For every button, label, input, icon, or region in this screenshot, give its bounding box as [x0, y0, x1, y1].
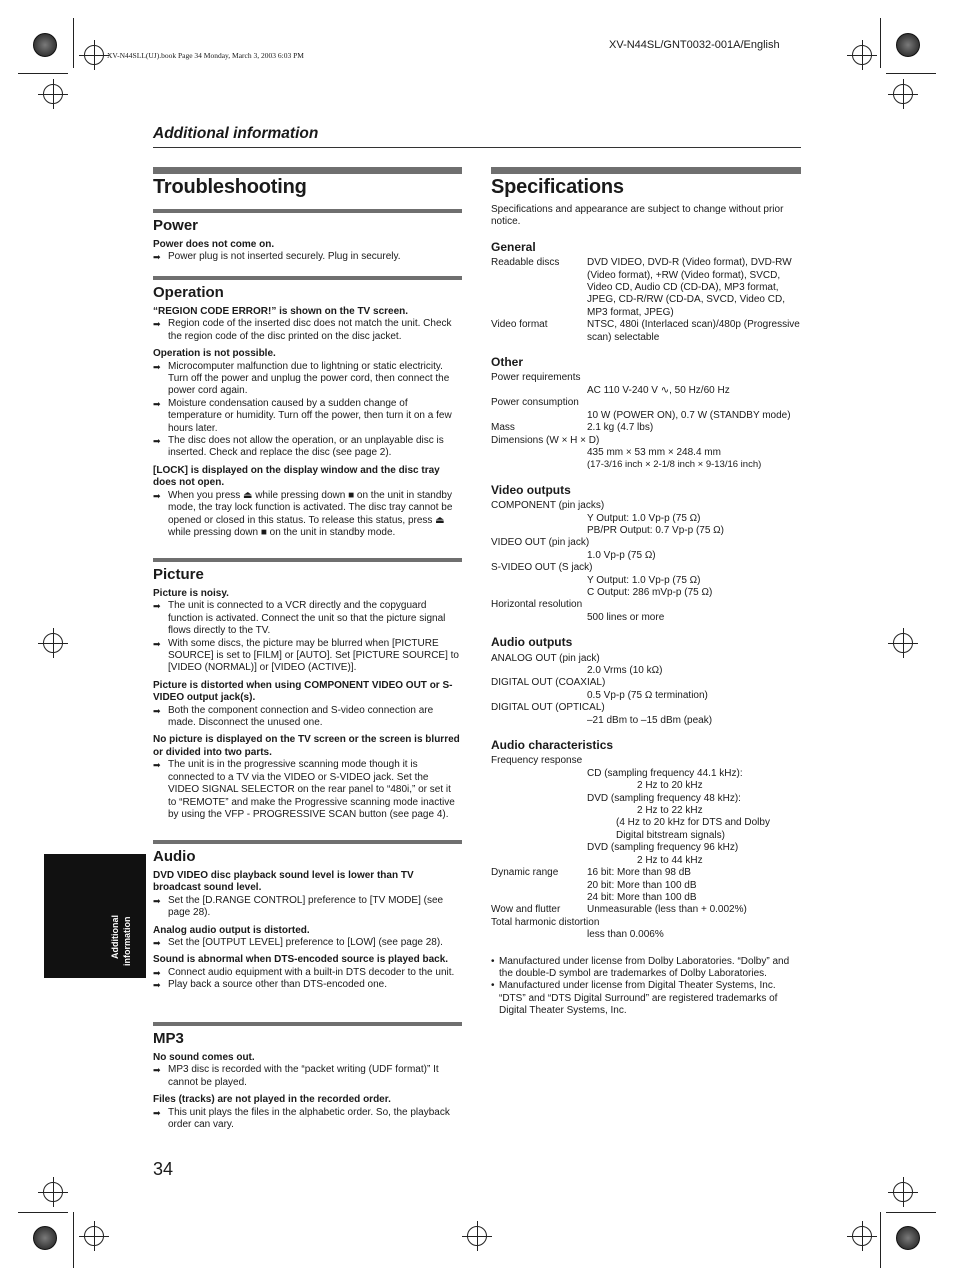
- spec-label: Power consumption: [491, 397, 579, 409]
- trademark-note: • Manufactured under license from Dolby Laboratories. “Dolby” and the double-D symbol are trademarkes of Dolby Laboratories.: [491, 956, 801, 981]
- question: “REGION CODE ERROR!” is shown on the TV screen.: [153, 306, 409, 317]
- answer: ➡ Connect audio equipment with a built-in DTS decoder to the unit.: [153, 967, 462, 979]
- answer: ➡ With some discs, the picture may be blurred when [PICTURE SOURCE] is set to [FILM] or [AUTO]. Set [PICTURE SOURCE] to [VIDEO (NORMAL)] or [VIDEO (ACTIVE)].: [153, 638, 462, 675]
- power-heading: Power: [153, 217, 199, 234]
- spec-row: Mass 2.1 kg (4.7 lbs): [491, 422, 654, 434]
- spec-value: PB/PR Output: 0.7 Vp-p (75 Ω): [587, 524, 724, 536]
- question: No picture is displayed on the TV screen or the screen is blurred or divided into two parts.: [153, 734, 460, 758]
- spec-label: DIGITAL OUT (OPTICAL): [491, 702, 605, 714]
- answer: ➡ Set the [D.RANGE CONTROL] preference to [TV MODE] (see page 28).: [153, 895, 462, 920]
- picture-section: [153, 558, 462, 821]
- spec-value: DVD (sampling frequency 48 kHz):: [587, 792, 741, 804]
- crosshair-mark: [43, 633, 63, 653]
- crosshair-mark: [852, 45, 872, 65]
- registration-disc-top-left: [33, 33, 57, 57]
- mp3-heading: MP3: [153, 1030, 184, 1047]
- spec-row: Wow and flutter Unmeasurable (less than + 0.002%): [491, 904, 747, 916]
- question: Power does not come on.: [153, 239, 275, 250]
- spec-value: (4 Hz to 20 kHz for DTS and Dolby: [616, 817, 770, 829]
- spec-value: –21 dBm to –15 dBm (peak): [587, 714, 713, 726]
- answer: ➡ Play back a source other than DTS-encoded one.: [153, 979, 462, 991]
- registration-disc-top-right: [896, 33, 920, 57]
- answer: ➡ Both the component connection and S-video connection are made. Disconnect the unused one.: [153, 705, 462, 730]
- spec-value: 435 mm × 53 mm × 248.4 mm: [587, 446, 721, 458]
- audio-outputs-heading: Audio outputs: [491, 635, 573, 650]
- spec-row: Dynamic range 16 bit: More than 98 dB: [491, 867, 691, 879]
- crosshair-mark: [893, 84, 913, 104]
- header-rule: [153, 147, 801, 148]
- audio-section: [153, 840, 462, 992]
- registration-disc-bottom-right: [896, 1226, 920, 1250]
- spec-value: 2 Hz to 44 kHz: [637, 854, 703, 866]
- question: [LOCK] is displayed on the display window and the disc tray does not open.: [153, 464, 440, 489]
- answer: ➡ MP3 disc is recorded with the “packet writing (UDF format)” It cannot be played.: [153, 1064, 462, 1089]
- crop-line: [886, 73, 936, 74]
- side-tab: [44, 854, 146, 978]
- spec-value: 10 W (POWER ON), 0.7 W (STANDBY mode): [587, 409, 791, 421]
- spec-value: Y Output: 1.0 Vp-p (75 Ω): [587, 512, 701, 524]
- crop-line: [18, 1212, 68, 1213]
- question: No sound comes out.: [153, 1052, 255, 1063]
- crosshair-mark: [893, 1182, 913, 1202]
- answer: ➡ Microcomputer malfunction due to lightning or static electricity. Turn off the power and unplug the power cord, then connect the power cord again.: [153, 361, 462, 398]
- spec-value: 0.5 Vp-p (75 Ω termination): [587, 689, 708, 701]
- spec-value: Y Output: 1.0 Vp-p (75 Ω): [587, 574, 701, 586]
- title-bar: [491, 167, 801, 174]
- crosshair-mark: [852, 1226, 872, 1246]
- spec-value: (17-3/16 inch × 2-1/8 inch × 9-13/16 inch): [587, 459, 762, 471]
- general-heading: General: [491, 239, 536, 254]
- spec-value: CD (sampling frequency 44.1 kHz):: [587, 767, 743, 779]
- mp3-section: [153, 1022, 462, 1131]
- question: Picture is distorted when using COMPONENT VIDEO OUT or S-VIDEO output jack(s).: [153, 679, 453, 704]
- spec-label: DIGITAL OUT (COAXIAL): [491, 677, 606, 689]
- spec-value: 500 lines or more: [587, 611, 665, 623]
- side-tab-line2: information: [122, 916, 132, 966]
- spec-value: AC 110 V-240 V ∿, 50 Hz/60 Hz: [587, 384, 730, 396]
- other-heading: Other: [491, 355, 524, 370]
- answer: ➡ Set the [OUTPUT LEVEL] preference to [LOW] (see page 28).: [153, 937, 462, 949]
- spec-label: Frequency response: [491, 755, 583, 767]
- troubleshooting-title: Troubleshooting: [153, 176, 307, 198]
- spec-label: Dimensions (W × H × D): [491, 434, 600, 446]
- answer: ➡ The unit is in the progressive scanning mode though it is connected to a TV via the VIDEO or S-VIDEO jack. Set the VIDEO SIGNAL SELECTOR on the rear panel to “480i,” or set it to “REMOTE” and make the Progressive scanning mode inactive by using the VFP - PROGRESSIVE SCAN button (see page 4).: [153, 759, 462, 821]
- page-number: 34: [153, 1159, 174, 1179]
- crosshair-mark: [84, 45, 104, 65]
- answer: ➡ This unit plays the files in the alphabetic order. So, the playback order can vary.: [153, 1107, 462, 1132]
- answer: ➡ When you press ⏏ while pressing down ■ on the unit in standby mode, the tray lock function is activated. The disc tray cannot be opened or closed in this status. To release this status, press ⏏ while pressing down ■ on the unit in standby mode.: [153, 490, 462, 540]
- trademark-note: • Manufactured under license from Digital Theater Systems, Inc. “DTS” and “DTS Digital Surround” are registered trademarks of Digital Theater Systems, Inc.: [491, 980, 801, 1017]
- video-outputs-heading: Video outputs: [491, 482, 571, 497]
- spec-intro: Specifications and appearance are subject to change without prior notice.: [491, 204, 784, 228]
- spec-label: Horizontal resolution: [491, 599, 583, 611]
- spec-value: 2 Hz to 22 kHz: [637, 805, 703, 817]
- answer: ➡ Region code of the inserted disc does not match the unit. Check the region code of the disc printed on the disc jacket.: [153, 318, 462, 343]
- spec-label: Total harmonic distortion: [491, 916, 600, 928]
- registration-disc-bottom-left: [33, 1226, 57, 1250]
- spec-value: DVD (sampling frequency 96 kHz): [587, 842, 739, 854]
- specifications-body: [491, 204, 801, 1018]
- answer: ➡ The disc does not allow the operation, or an unplayable disc is inserted. Check and replace the disc (see page 2).: [153, 435, 462, 460]
- crosshair-mark: [43, 1182, 63, 1202]
- crop-line: [880, 18, 881, 68]
- power-section: [153, 209, 462, 264]
- crop-line: [18, 73, 68, 74]
- question: Sound is abnormal when DTS-encoded source is played back.: [153, 954, 449, 966]
- crosshair-mark: [467, 1226, 487, 1246]
- question: DVD VIDEO disc playback sound level is lower than TV broadcast sound level.: [153, 870, 414, 894]
- crosshair-mark: [84, 1226, 104, 1246]
- spec-label: ANALOG OUT (pin jack): [491, 652, 600, 664]
- crop-line: [880, 1212, 881, 1268]
- spec-row: Video format NTSC, 480i (Interlaced scan)/480p (Progressive scan) selectable: [491, 319, 800, 343]
- spec-row: Readable discs DVD VIDEO, DVD-R (Video format), DVD-RW (Video format), +RW (Video format), SVCD, Video CD, Audio CD (CD-DA), MP3 format, JPEG, CD-R/RW (CD-DA, SVCD, Video CD, MP3 format, JPEG): [491, 257, 792, 318]
- spec-value: 20 bit: More than 100 dB: [587, 879, 697, 891]
- file-info: XV-N44SLL(UJ).book Page 34 Monday, March 3, 2003 6:03 PM: [107, 51, 304, 60]
- operation-heading: Operation: [153, 284, 224, 301]
- spec-label: S-VIDEO OUT (S jack): [491, 562, 593, 574]
- spec-value: 1.0 Vp-p (75 Ω): [587, 549, 656, 561]
- spec-value: C Output: 286 mVp-p (75 Ω): [587, 586, 713, 598]
- picture-heading: Picture: [153, 566, 204, 583]
- crop-line: [73, 1212, 74, 1268]
- question: Picture is noisy.: [153, 588, 229, 599]
- spec-value: Digital bitstream signals): [616, 829, 725, 841]
- spec-label: COMPONENT (pin jacks): [491, 500, 605, 512]
- crosshair-mark: [43, 84, 63, 104]
- side-tab-line1: Additional: [110, 915, 120, 959]
- question: Files (tracks) are not played in the recorded order.: [153, 1094, 391, 1106]
- spec-value: 2 Hz to 20 kHz: [637, 780, 703, 792]
- spec-value: 24 bit: More than 100 dB: [587, 891, 697, 903]
- question: Operation is not possible.: [153, 348, 276, 360]
- spec-label: Power requirements: [491, 372, 581, 384]
- audio-characteristics-heading: Audio characteristics: [491, 738, 614, 753]
- spec-value: 2.0 Vrms (10 kΩ): [587, 665, 663, 676]
- operation-section: [153, 276, 462, 539]
- section-title: Additional information: [153, 125, 319, 142]
- crop-line: [886, 1212, 936, 1213]
- answer: ➡ Moisture condensation caused by a sudden change of temperature or humidity. Turn off the power, then turn it on a few hours later.: [153, 398, 462, 435]
- specifications-title: Specifications: [491, 176, 624, 198]
- answer: ➡ The unit is connected to a VCR directly and the copyguard function is activated. Connect the unit so that the picture signal flows directly to the TV.: [153, 600, 462, 637]
- spec-value: less than 0.006%: [587, 929, 664, 941]
- crosshair-mark: [893, 633, 913, 653]
- crop-line: [73, 18, 74, 68]
- doc-code: XV-N44SL/GNT0032-001A/English: [609, 39, 780, 51]
- answer: ➡ Power plug is not inserted securely. Plug in securely.: [153, 251, 462, 263]
- title-bar: [153, 167, 462, 174]
- spec-label: VIDEO OUT (pin jack): [491, 537, 590, 549]
- question: Analog audio output is distorted.: [153, 924, 310, 936]
- audio-heading: Audio: [153, 848, 196, 865]
